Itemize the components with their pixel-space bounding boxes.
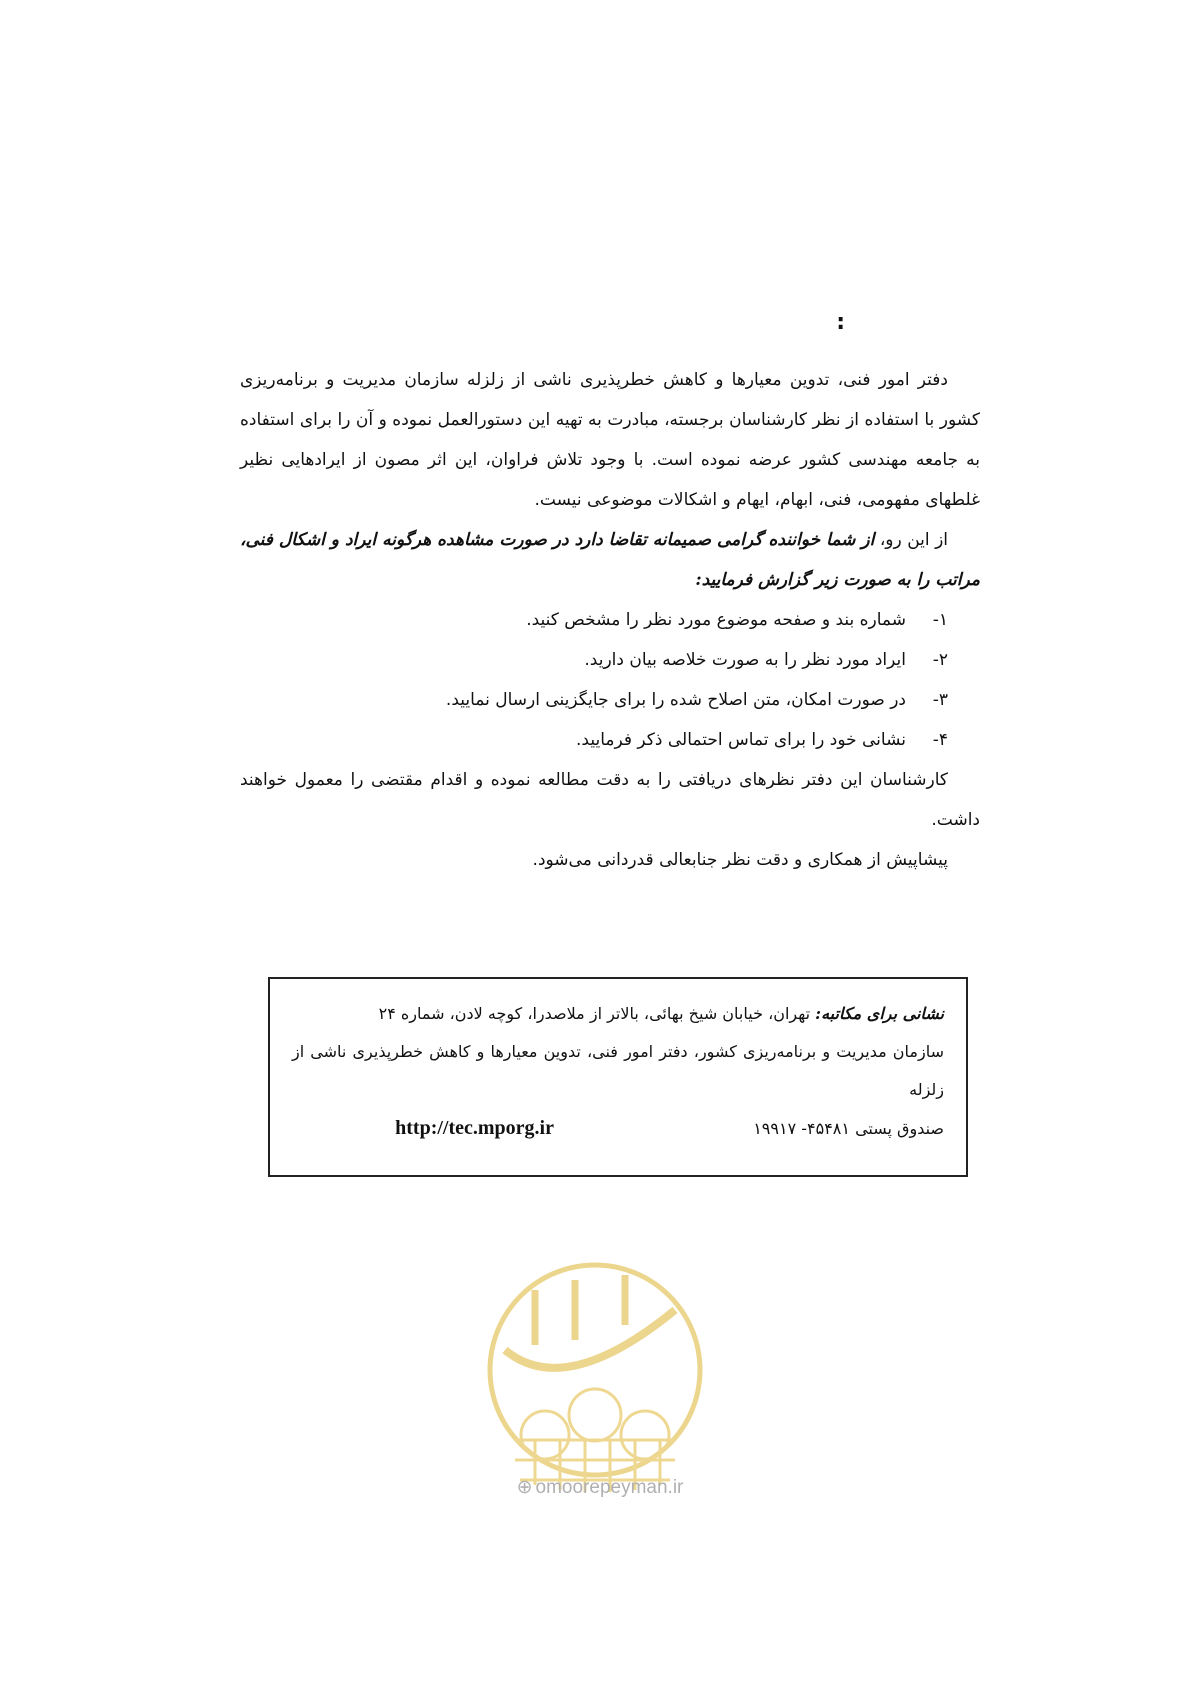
website-link[interactable]: http://tec.mporg.ir	[395, 1117, 554, 1139]
address-footer-row	[292, 1109, 944, 1148]
request-prefix: از این رو،	[874, 530, 949, 550]
heading-colon: :	[836, 310, 845, 335]
address-box	[268, 977, 968, 1177]
address-line	[292, 995, 944, 1033]
globe-icon: ⊕	[516, 1477, 533, 1498]
omoore-peyman-seal-icon	[475, 1250, 715, 1510]
list-item-number: ۲-	[932, 650, 948, 670]
address-label: نشانی برای مکاتبه:	[815, 1004, 944, 1023]
thanks-paragraph: پیشاپیش از همکاری و دقت نظر جنابعالی قدردانی می‌شود.	[532, 850, 948, 870]
body-text	[240, 360, 980, 880]
watermark-text	[490, 1476, 710, 1499]
list-item-text: ایراد مورد نظر را به صورت خلاصه بیان دارید.	[584, 650, 906, 670]
postal-box: صندوق پستی ۴۵۴۸۱- ۱۹۹۱۷	[753, 1119, 944, 1138]
watermark-domain: omoorepeyman.ir	[535, 1477, 684, 1498]
closing-paragraph: کارشناسان این دفتر نظرهای دریافتی را به دقت مطالعه نموده و اقدام مقتضی را معمول خواهند داشت.	[240, 770, 980, 830]
list-item	[240, 720, 980, 760]
list-item-text: در صورت امکان، متن اصلاح شده را برای جایگزینی ارسال نمایید.	[445, 690, 906, 710]
list-item-text: شماره بند و صفحه موضوع مورد نظر را مشخص کنید.	[526, 610, 906, 630]
list-item-number: ۴-	[932, 730, 948, 750]
steps-list	[240, 600, 980, 760]
address-organization: سازمان مدیریت و برنامه‌ریزی کشور، دفتر امور فنی، تدوین معیارها و کاهش خطرپذیری ناشی از زلزله	[292, 1042, 944, 1099]
request-paragraph	[240, 520, 980, 600]
address-street: تهران، خیابان شیخ بهائی، بالاتر از ملاصدرا، کوچه لادن، شماره ۲۴	[378, 1004, 816, 1023]
list-item-number: ۳-	[932, 690, 948, 710]
list-item	[240, 640, 980, 680]
list-item	[240, 600, 980, 640]
intro-paragraph: دفتر امور فنی، تدوین معیارها و کاهش خطرپذیری ناشی از زلزله سازمان مدیریت و برنامه‌ریزی کشور با استفاده از نظر کارشناسان برجسته، مبادرت به تهیه این دستورالعمل نموده و آن را برای استفاده به جامعه مهندسی کشور عرضه نموده است. با وجود تلاش فراوان، این اثر مصون از ایرادهایی نظیر غلطهای مفهومی، فنی، ابهام، ایهام و اشکالات موضوعی نیست.	[240, 370, 980, 510]
list-item-number: ۱-	[932, 610, 948, 630]
list-item	[240, 680, 980, 720]
list-item-text: نشانی خود را برای تماس احتمالی ذکر فرمایید.	[576, 730, 906, 750]
request-emphasis: از شما خواننده گرامی صمیمانه تقاضا دارد در صورت مشاهده هرگونه ایراد و اشکال فنی، مراتب را به صورت زیر گزارش فرمایید:	[240, 530, 980, 590]
